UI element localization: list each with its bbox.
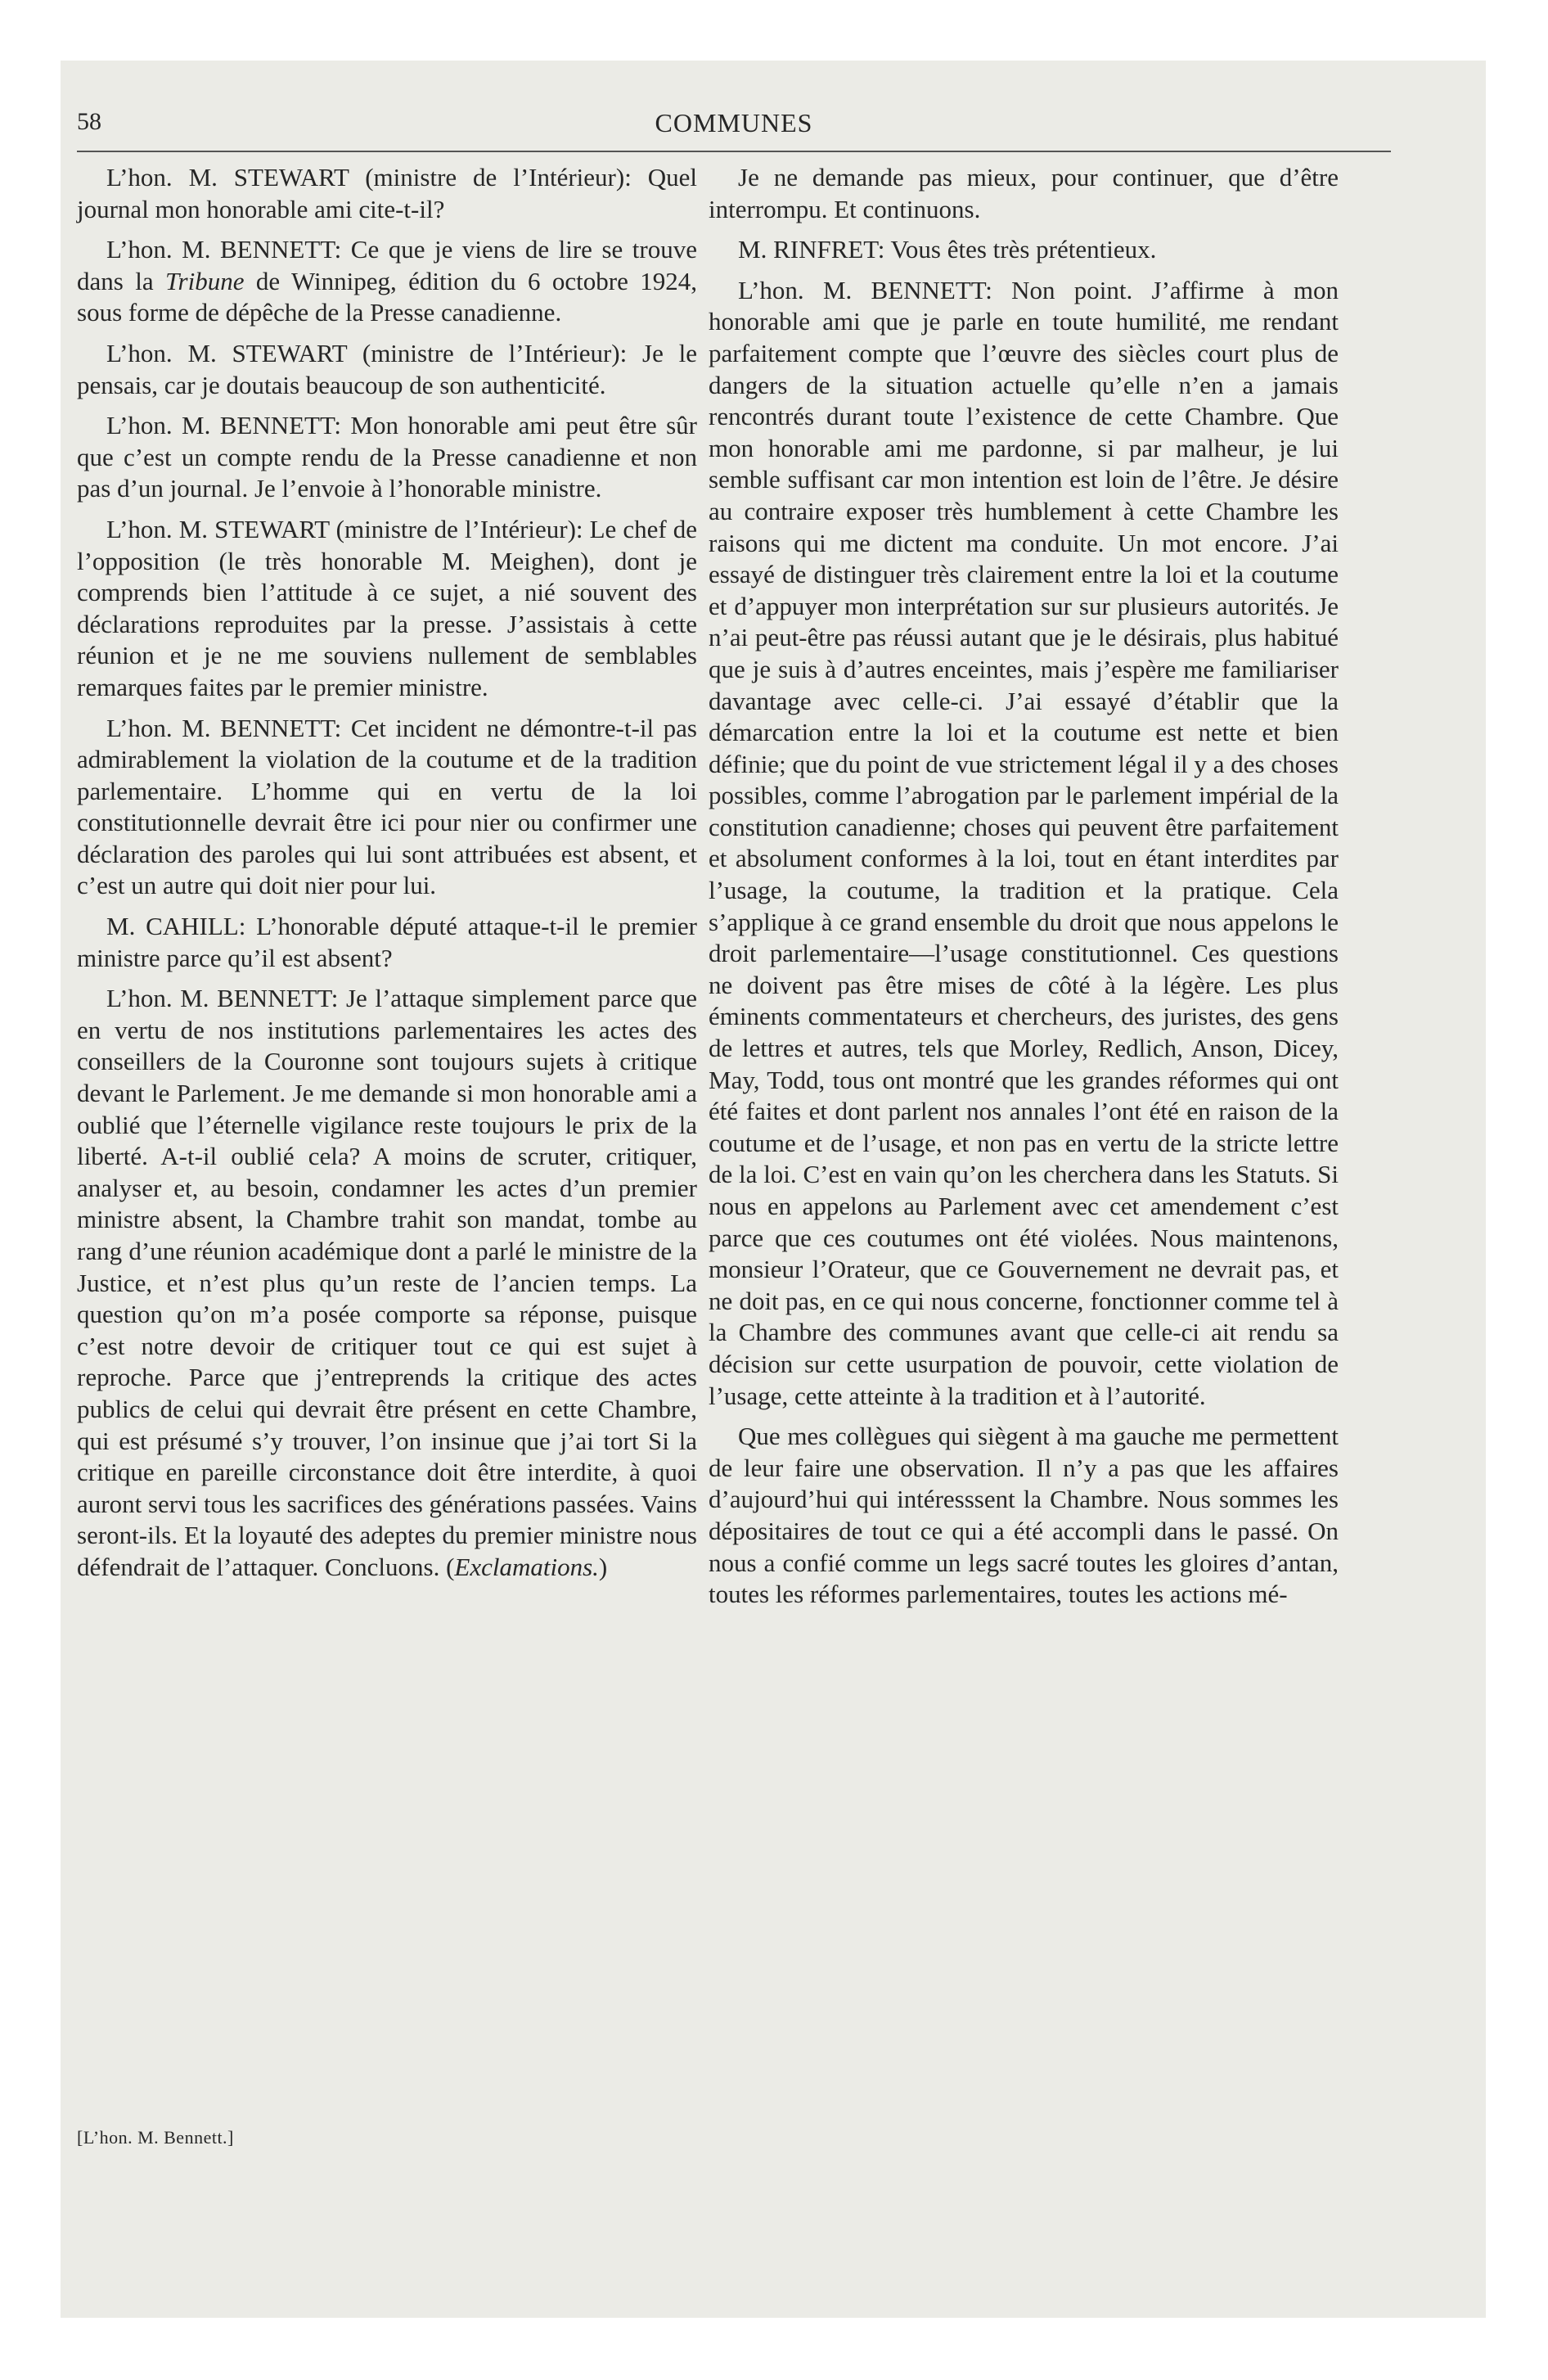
page-number: 58 [77, 108, 101, 135]
page-header [77, 90, 1391, 139]
paragraph: M. CAHILL: L’honorable député attaque-t-il le premier ministre parce qu’il est absent? [77, 912, 697, 972]
paragraph: L’hon. M. STEWART (ministre de l’Intérieur): Le chef de l’opposition (le très honorable M. Meighen), dont je comprends bien l’attitude à ce sujet, a nié souvent des déclarations reproduites par la presse. J’assistais à cette réunion et je ne me souviens nullement de semblables remarques faites par le premier ministre. [77, 514, 697, 701]
header-rule [77, 151, 1391, 152]
paragraph: M. RINFRET: Vous êtes très prétentieux. [738, 235, 1157, 264]
exclamations-note: Exclamations. [454, 1552, 599, 1581]
paragraph: L’hon. M. BENNETT: Non point. J’affirme à mon honorable ami que je parle en toute humilité, me rendant parfaitement compte que l’œuvre des siècles court plus de dangers de la situation actuelle qu’elle n’en a jamais rencontrés durant toute l’existence de cette Chambre. Que mon honorable ami me pardonne, si par malheur, je lui semble suffisant car mon intention est loin de l’être. Je désire au contraire exposer très humblement à cette Chambre les raisons qui me dictent ma conduite. Un mot encore. J’ai essayé de distinguer très clairement entre la loi et la coutume et d’appuyer mon interprétation sur sur plusieurs autorités. Je n’ai peut-être pas réussi autant que je le désirais, plus habitué que je suis à d’autres enceintes, mais j’espère me familiariser davantage avec celle-ci. J’ai essayé d’établir que la démarcation entre la loi et la coutume est nette et bien définie; que du point de vue strictement légal il y a des choses possibles, comme l’abrogation par le parlement impérial de la constitution canadienne; choses qui peuvent être parfaitement et absolument conformes à la loi, tout en étant interdites par l’usage, la coutume, la tradition et la pratique. Cela s’applique à ce grand ensemble du droit que nous appelons le droit parlementaire—l’usage constitutionnel. Ces questions ne doivent pas être mises de côté à la légère. Les plus éminents commentateurs et chercheurs, des juristes, des gens de lettres et autres, tels que Morley, Redlich, Anson, Dicey, May, Todd, tous ont montré que les grandes réformes qui ont été faites et dont parlent nos annales l’ont été en raison de la coutume et de l’usage, et non pas en vertu de la stricte lettre de la loi. C’est en vain qu’on les cherchera dans les Statuts. Si nous en appelons au Parlement avec cet amendement c’est parce que ces coutumes ont été violées. Nous maintenons, monsieur l’Orateur, que ce Gouvernement ne devrait pas, et ne doit pas, en ce qui nous concerne, fonctionner comme tel à la Chambre des communes avant que celle-ci ait rendu sa décision sur cette usurpation de pouvoir, cette violation de l’usage, cette atteinte à la tradition et à l’autorité. [709, 275, 1339, 1410]
left-column [77, 162, 697, 1593]
paragraph: L’hon. M. BENNETT: Cet incident ne démontre-t-il pas admirablement la violation de la coutume et de la tradition parlementaire. L’homme qui en vertu de la loi constitutionnelle devrait être ici pour nier ou confirmer une déclaration des paroles qui lui sont attribuées est absent, et c’est un autre qui doit nier pour lui. [77, 713, 697, 900]
paragraph: L’hon. M. BENNETT: Mon honorable ami peut être sûr que c’est un compte rendu de la Presse canadienne et non pas d’un journal. Je l’envoie à l’honorable ministre. [77, 411, 697, 503]
running-head: COMMUNES [655, 108, 813, 137]
newspaper-title: Tribune [165, 266, 245, 295]
paragraph: L’hon. M. STEWART (ministre de l’Intérieur): Quel journal mon honorable ami cite-t-il? [77, 163, 697, 223]
paragraph: L’hon. M. BENNETT: Ce que je viens de lire se trouve dans la Tribune de Winnipeg, édition du 6 octobre 1924, sous forme de dépêche de la Presse canadienne. [77, 235, 697, 327]
right-column [709, 162, 1339, 1620]
paragraph: Que mes collègues qui siègent à ma gauche me permettent de leur faire une observation. Il n’y a pas que les affaires d’aujourd’hui qui intéresssent la Chambre. Nous sommes les dépositaires de tout ce qui a été accompli dans le passé. On nous a confié comme un legs sacré toutes les gloires d’antan, toutes les réformes parlementaires, toutes les actions mé- [709, 1422, 1339, 1609]
speaker-note: [L’hon. M. Bennett.] [77, 2127, 234, 2148]
paragraph: L’hon. M. BENNETT: Je l’attaque simplement parce que en vertu de nos institutions parlementaires les actes des conseillers de la Couronne sont toujours sujets à critique devant le Parlement. Je me demande si mon honorable ami a oublié que l’éternelle vigilance reste toujours le prix de la liberté. A-t-il oublié cela? A moins de scruter, critiquer, analyser et, au besoin, condamner les actes d’un premier ministre absent, la Chambre trahit son mandat, tombe au rang d’une réunion académique dont a parlé le ministre de la Justice, et n’est plus qu’un reste de l’ancien temps. La question qu’on m’a posée comporte sa réponse, puisque c’est notre devoir de critiquer tout ce qui est sujet à reproche. Parce que j’entreprends la critique des actes publics de celui qui devrait être présent en cette Chambre, qui est présumé s’y trouver, l’on insinue que j’ai tort Si la critique en pareille circonstance doit être interdite, à quoi auront servi tous les sacrifices des générations passées. Vains seront-ils. Et la loyauté des adeptes du premier ministre nous défendrait de l’attaquer. Concluons. (Exclamations.) [77, 984, 697, 1581]
paragraph: L’hon. M. STEWART (ministre de l’Intérieur): Je le pensais, car je doutais beaucoup de son authenticité. [77, 338, 697, 399]
paragraph: Je ne demande pas mieux, pour continuer, que d’être interrompu. Et continuons. [709, 163, 1339, 223]
